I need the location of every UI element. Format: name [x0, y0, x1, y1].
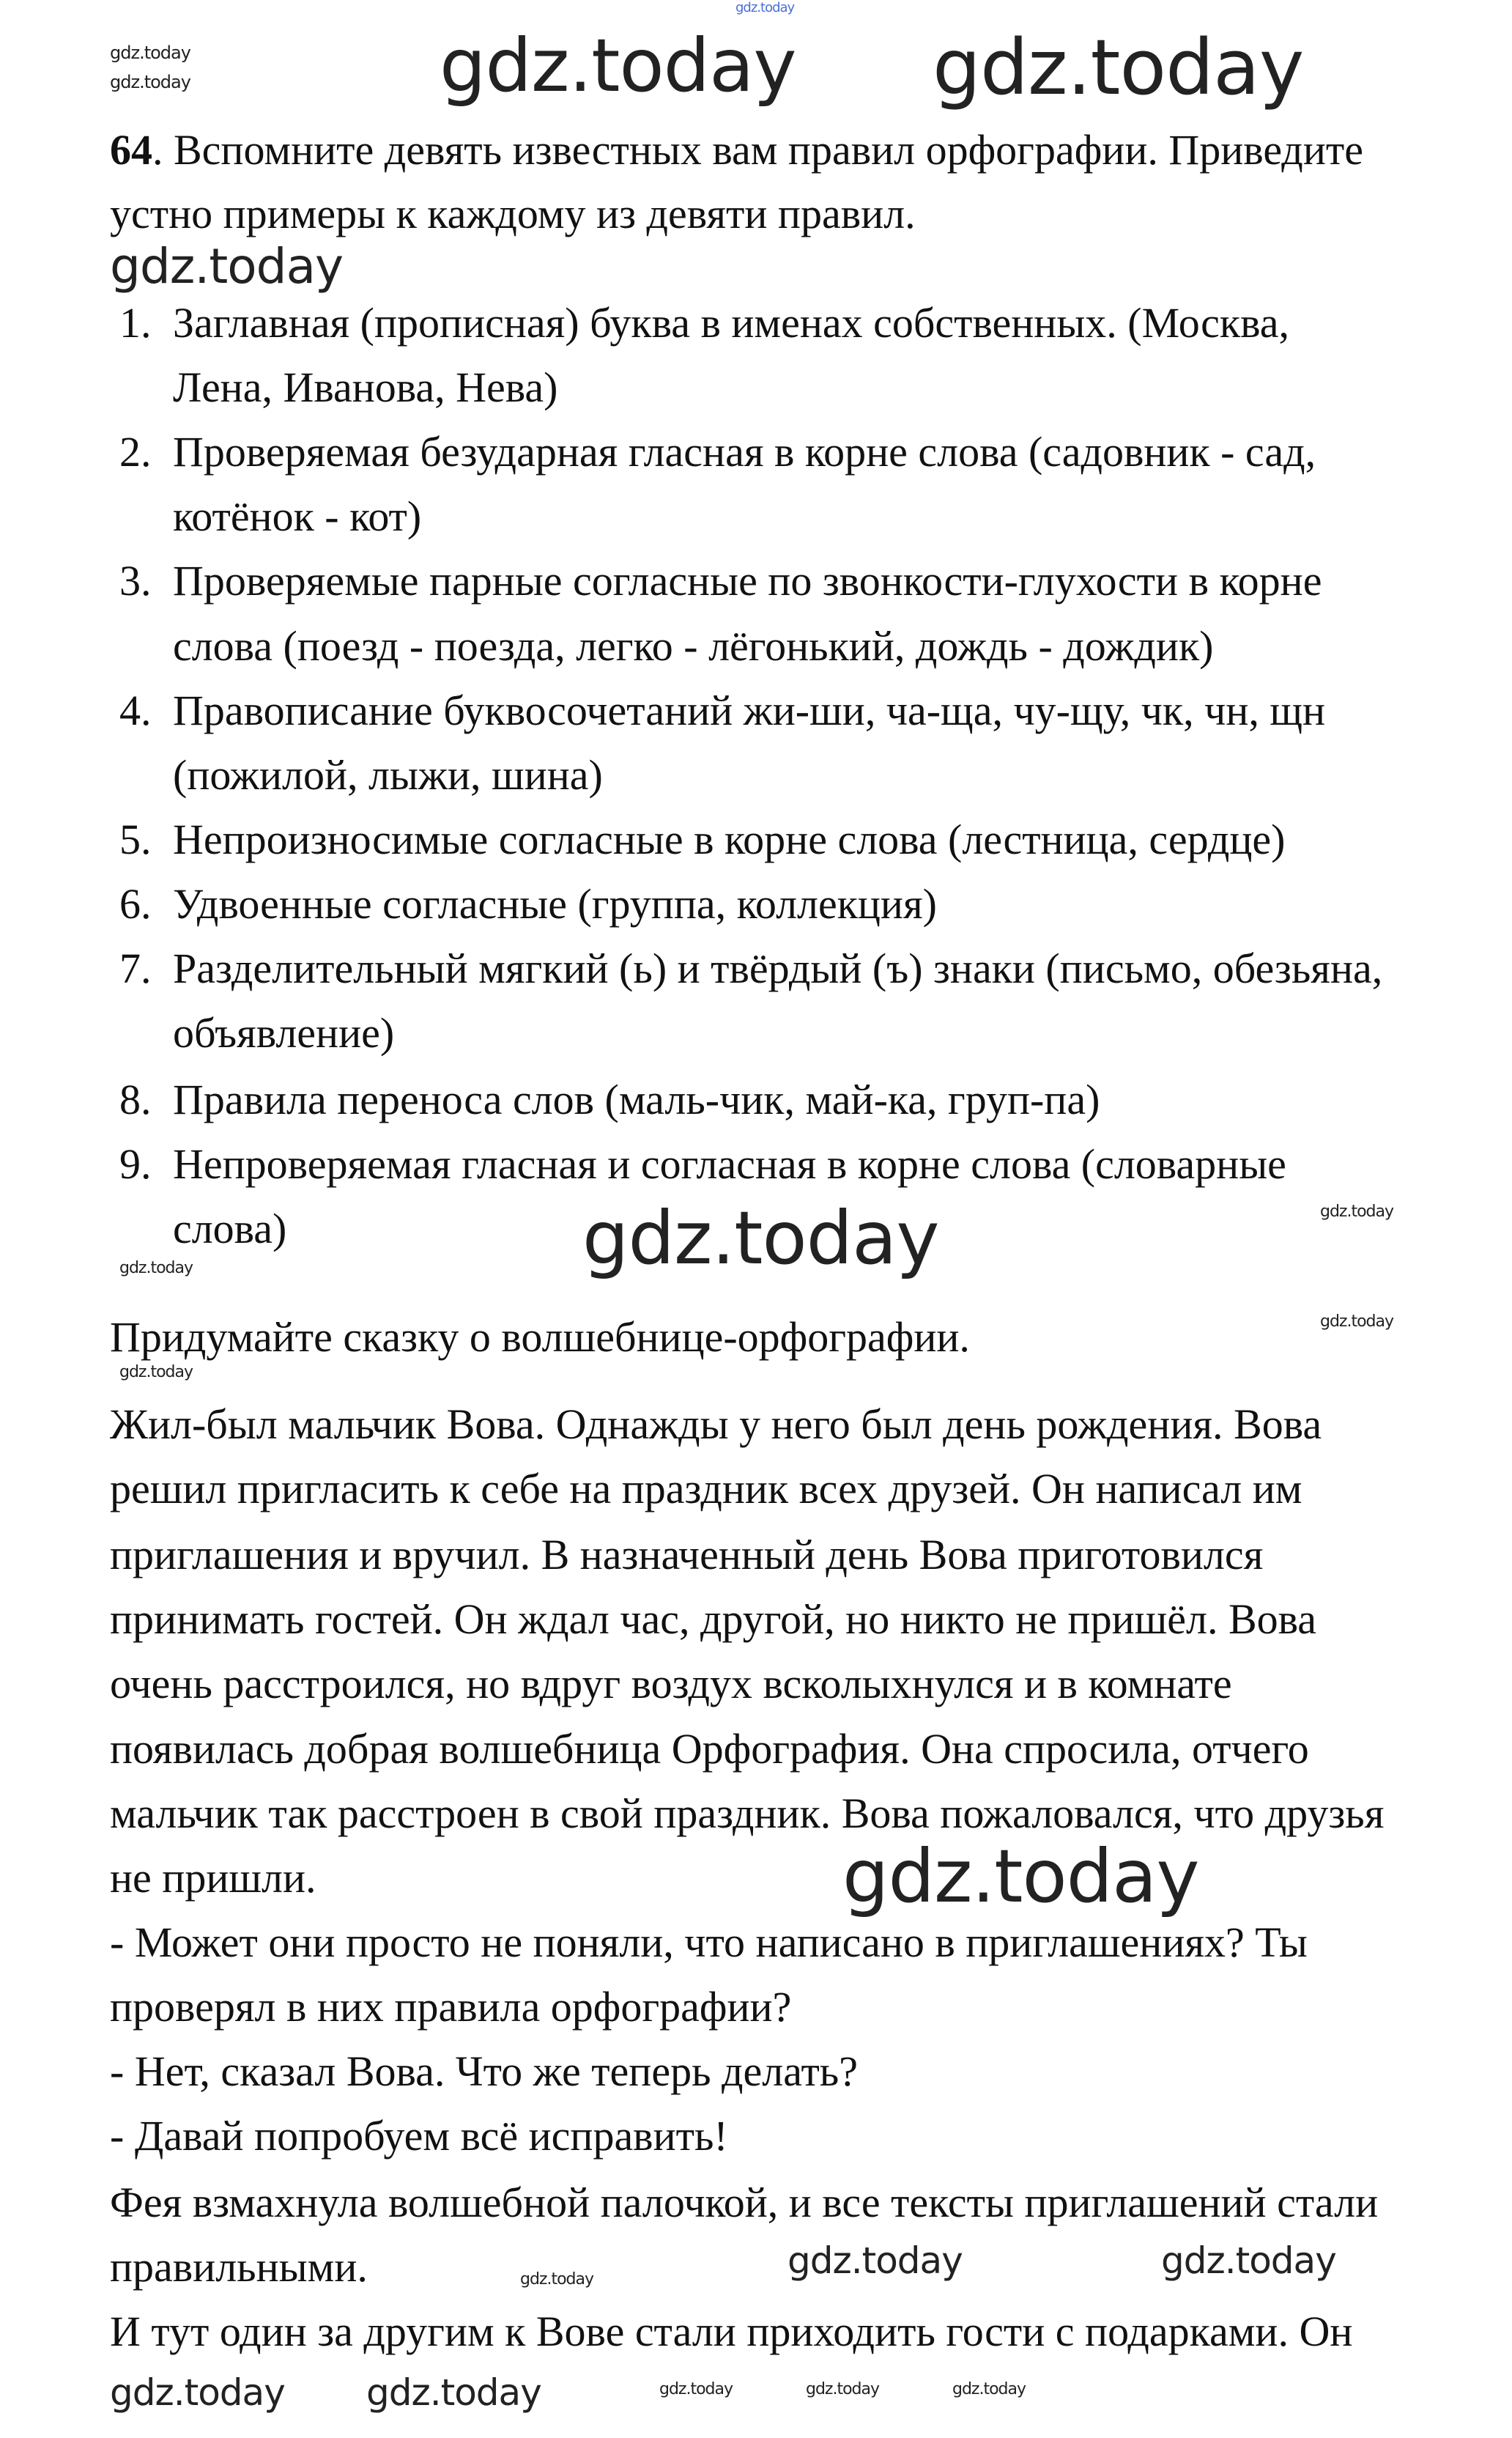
rule-text-line: котёнок - кот) — [173, 492, 422, 540]
rule-text-line: (пожилой, лыжи, шина) — [173, 751, 603, 799]
rule-text-line: Правила переноса слов (маль-чик, май-ка, груп-па) — [173, 1076, 1100, 1123]
rule-number: 9. — [119, 1140, 152, 1188]
watermark-text: gdz.today — [440, 23, 796, 108]
story-line: Фея взмахнула волшебной палочкой, и все тексты приглашений стали — [110, 2179, 1379, 2226]
watermark-text: gdz.today — [582, 1195, 939, 1281]
story-line: решил пригласить к себе на праздник всех друзей. Он написал им — [110, 1465, 1302, 1512]
watermark-text: gdz.today — [659, 2380, 733, 2398]
rule-number: 4. — [119, 687, 152, 734]
story-prompt: Придумайте сказку о волшебнице-орфографии. — [110, 1313, 970, 1361]
watermark-text: gdz.today — [788, 2239, 963, 2282]
story-line: - Давай попробуем всё исправить! — [110, 2112, 728, 2160]
watermark-text: gdz.today — [110, 43, 190, 63]
rule-number: 7. — [119, 945, 152, 992]
watermark-text: gdz.today — [1161, 2239, 1336, 2282]
task-text-line: устно примеры к каждому из девяти правил. — [110, 190, 916, 237]
rule-number: 6. — [119, 880, 152, 928]
task-text-line: . Вспомните девять известных вам правил орфографии. Приведите — [152, 126, 1363, 174]
story-line: - Нет, сказал Вова. Что же теперь делать? — [110, 2047, 859, 2095]
rule-number: 3. — [119, 557, 152, 605]
watermark-text: gdz.today — [952, 2380, 1026, 2398]
task-heading — [110, 126, 1363, 174]
rule-text-line: Удвоенные согласные (группа, коллекция) — [173, 880, 937, 928]
rule-text-line: слова) — [173, 1205, 287, 1252]
rule-number: 2. — [119, 428, 152, 476]
watermark-text: gdz.today — [842, 1833, 1199, 1919]
story-line: - Может они просто не поняли, что написано в приглашениях? Ты — [110, 1918, 1308, 1966]
rule-text-line: слова (поезд - поезда, легко - лёгонький, дождь - дождик) — [173, 622, 1214, 670]
watermark-text: gdz.today — [735, 0, 795, 15]
story-line: проверял в них правила орфографии? — [110, 1983, 792, 2031]
story-line: мальчик так расстроен в свой праздник. Вова пожаловался, что друзья — [110, 1789, 1385, 1837]
rule-text-line: Проверяемые парные согласные по звонкости-глухости в корне — [173, 557, 1322, 605]
rule-number: 8. — [119, 1076, 152, 1123]
rule-number: 5. — [119, 816, 152, 863]
watermark-text: gdz.today — [933, 23, 1304, 112]
watermark-text: gdz.today — [119, 1363, 193, 1381]
story-line: приглашения и вручил. В назначенный день Вова приготовился — [110, 1531, 1264, 1578]
story-line: принимать гостей. Он ждал час, другой, но никто не пришёл. Вова — [110, 1595, 1317, 1643]
rule-text-line: объявление) — [173, 1009, 395, 1057]
task-number: 64 — [110, 126, 152, 174]
watermark-text: gdz.today — [1320, 1203, 1394, 1221]
story-line: очень расстроился, но вдруг воздух всколыхнулся и в комнате — [110, 1660, 1232, 1707]
watermark-text: gdz.today — [366, 2371, 541, 2414]
watermark-text: gdz.today — [110, 2371, 285, 2414]
rule-text-line: Правописание буквосочетаний жи-ши, ча-ща, чу-щу, чк, чн, щн — [173, 687, 1326, 734]
rule-text-line: Лена, Иванова, Нева) — [173, 363, 558, 411]
watermark-text: gdz.today — [119, 1259, 193, 1277]
watermark-text: gdz.today — [806, 2380, 880, 2398]
rule-text-line: Разделительный мягкий (ь) и твёрдый (ъ) знаки (письмо, обезьяна, — [173, 945, 1383, 992]
story-line: И тут один за другим к Вове стали приходить гости с подарками. Он — [110, 2308, 1353, 2355]
watermark-text: gdz.today — [110, 238, 344, 295]
rule-text-line: Непроверяемая гласная и согласная в корне слова (словарные — [173, 1140, 1286, 1188]
rule-number: 1. — [119, 299, 152, 347]
rule-text-line: Непроизносимые согласные в корне слова (лестница, сердце) — [173, 816, 1286, 863]
rule-text-line: Заглавная (прописная) буква в именах собственных. (Москва, — [173, 299, 1289, 347]
watermark-text: gdz.today — [110, 72, 190, 92]
story-line: не пришли. — [110, 1854, 316, 1902]
watermark-text: gdz.today — [520, 2270, 594, 2289]
rule-text-line: Проверяемая безударная гласная в корне слова (садовник - сад, — [173, 428, 1316, 476]
story-line: появилась добрая волшебница Орфография. Она спросила, отчего — [110, 1725, 1309, 1773]
story-line: правильными. — [110, 2243, 368, 2291]
watermark-text: gdz.today — [1320, 1312, 1394, 1331]
story-line: Жил-был мальчик Вова. Однажды у него был день рождения. Вова — [110, 1400, 1322, 1448]
